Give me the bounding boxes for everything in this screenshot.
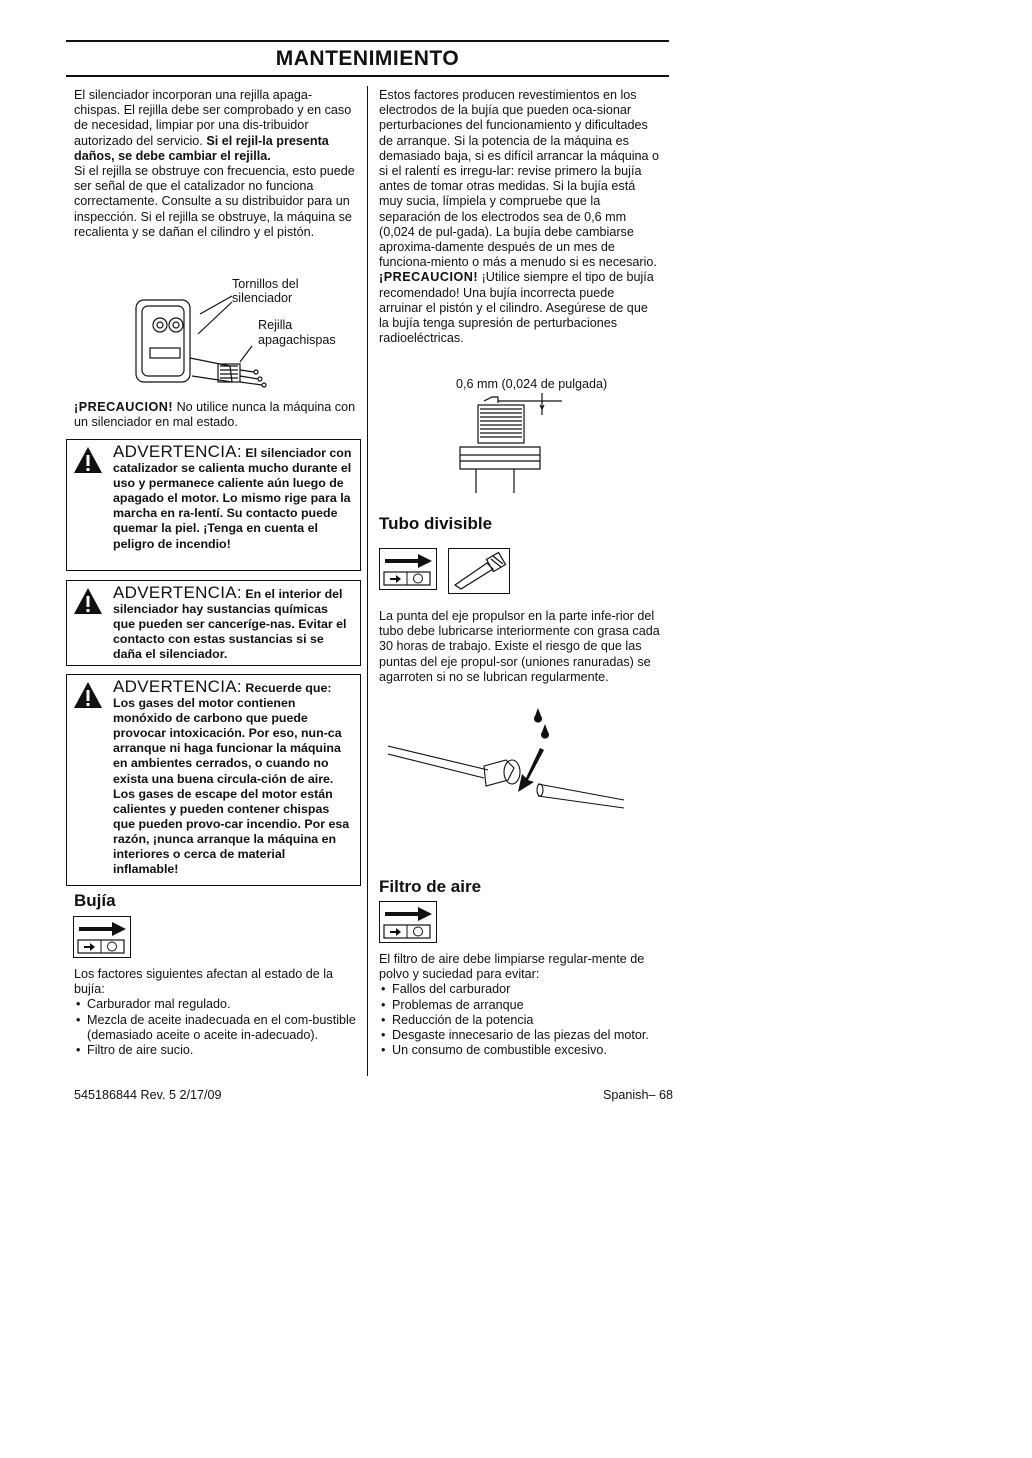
caution-spark-plug: ¡PRECAUCION! ¡Utilice siempre el tipo de bujía recomendado! Una bujía incorrecta puede arruinar el pistón y el cilindro. Asegúrese de que la bujía tenga supresión de perturbaciones radioeléctricas.: [379, 270, 654, 346]
tubo-paragraph: La punta del eje propulsor en la parte infe-rior del tubo debe lubricarse interiormente con grasa cada 30 horas de trabajo. Existe el riesgo de que las puntas del eje propul-sor (uniones ranuradas) se agarroten si no se lubrican regularmente.: [379, 609, 660, 684]
intro-paragraph: El silenciador incorporan una rejilla apaga-chispas. El rejilla debe ser comprobado y en caso de necesidad, limpiar por una dis-tribuidor autorizado del servicio. Si el rejil-la presenta daños, se debe cambiar el rejilla.: [74, 88, 352, 163]
footer-part-number: 545186844 Rev. 5 2/17/09: [74, 1088, 222, 1102]
spark-plug-illustration: [450, 393, 580, 495]
page-title: MANTENIMIENTO: [275, 47, 460, 70]
warning-triangle-icon: [73, 587, 103, 615]
spark-plug-paragraph: Estos factores producen revestimientos en los electrodos de la bujía que pueden oca-sionar perturbaciones del funcionamiento y dificultades de arranque. Si la potencia de la máquina es demasiado baja, si es difícil arrancar la máquina o si el ralentí es irregu-lar: revise primero la bujía antes de tomar otras medidas. Si la bujía está muy sucia, límpiela y compruebe que la separación de los electrodos sea de 0,6 mm (0,024 de pul-gada). La bujía debe cambiarse aproxima-damente después de un mes de funciona-miento o más a menudo si es necesario.: [379, 88, 660, 270]
list-item: • Filtro de aire sucio.: [74, 1043, 356, 1058]
label-spark-arrester: Rejilla apagachispas: [258, 318, 336, 347]
bujia-heading: Bujía: [74, 891, 116, 910]
spark-plug-figure: [450, 393, 580, 495]
footer-page-number: Spanish– 68: [602, 1088, 673, 1102]
list-item: • Mezcla de aceite inadecuada en el com-bustible (demasiado aceite o aceite in-adecuado).: [74, 1013, 356, 1043]
maintenance-icon-tubo: [379, 548, 437, 590]
catalyst-paragraph: Si el rejilla se obstruye con frecuencia, esto puede ser señal de que el catalizador no funciona correctamente. Consulte a su distribuidor para un inspección. Si el rejilla se obstruye, la máquina se recalienta y se dañan el cilindro y el pistón.: [74, 164, 355, 239]
caution-muffler: ¡PRECAUCION! No utilice nunca la máquina con un silenciador en mal estado.: [74, 400, 356, 430]
warning-box-exhaust: ADVERTENCIA: Recuerde que: Los gases del motor contienen monóxido de carbono que puede provocar intoxicación. Por eso, nun-ca arranque ni haga funcionar la máquina en ambientes cerrados, o cuando no exista una buena circula-ción de aire. Los gases de escape del motor están calientes y pueden contener chispas que pueden provo-car incendio. Por esa razón, ¡nunca arranque la máquina en interiores o cerca de material inflamable!: [66, 674, 361, 886]
warning-triangle-icon: [73, 681, 103, 709]
electrode-gap-label: 0,6 mm (0,024 de pulgada): [456, 377, 608, 391]
list-item: • Problemas de arranque: [379, 998, 661, 1013]
shaft-figure: [388, 708, 628, 818]
warning-box-hot-muffler: ADVERTENCIA: El silenciador con catalizador se calienta mucho durante el uso y permanece caliente aún luego de apagado el motor. Lo mismo rige para la marcha en ra-lentí. Su contacto puede quemar la piel. ¡Tenga en cuenta el peligro de incendio!: [66, 439, 361, 571]
filtro-list: [379, 982, 661, 1058]
filtro-heading: Filtro de aire: [379, 877, 482, 896]
warning-box-chemicals: ADVERTENCIA: En el interior del silenciador hay sustancias químicas que pueden ser canceríge-nas. Evitar el contacto con estas sustancias si se daña el silenciador.: [66, 580, 361, 666]
list-item: • Reducción de la potencia: [379, 1013, 661, 1028]
shaft-lubrication-illustration: [388, 708, 628, 818]
warning-triangle-icon: [73, 446, 103, 474]
left-intro-block: [74, 88, 356, 240]
maintenance-icon-filtro: [379, 901, 437, 943]
right-intro-block: [379, 88, 661, 346]
maintenance-icon-bujia: [73, 916, 131, 958]
label-muffler-screws: Tornillos del silenciador: [232, 277, 299, 305]
bujia-factor-list: [74, 997, 356, 1058]
grease-icon: [448, 548, 510, 594]
list-item: • Carburador mal regulado.: [74, 997, 356, 1012]
list-item: • Desgaste innecesario de las piezas del motor.: [379, 1028, 661, 1043]
list-item: • Un consumo de combustible excesivo.: [379, 1043, 661, 1058]
header-rule-bottom: [66, 75, 669, 77]
header-rule-top: [66, 40, 669, 42]
tubo-heading: Tubo divisible: [379, 514, 493, 533]
list-item: • Fallos del carburador: [379, 982, 661, 997]
bujia-intro: Los factores siguientes afectan al estado de la bujía: • Carburador mal regulado. • Mezcla de aceite inadecuada en el com-bustible (demasiado aceite o aceite in-adecuado). • Filtro de aire sucio.: [74, 967, 356, 1058]
filtro-block: El filtro de aire debe limpiarse regular-mente de polvo y suciedad para evitar: • Fallos del carburador • Problemas de arranque • Reducción de la potencia • Desgaste innecesario de las piezas del motor. • Un consumo de combustible excesivo.: [379, 952, 661, 1058]
column-divider: [367, 86, 368, 1076]
